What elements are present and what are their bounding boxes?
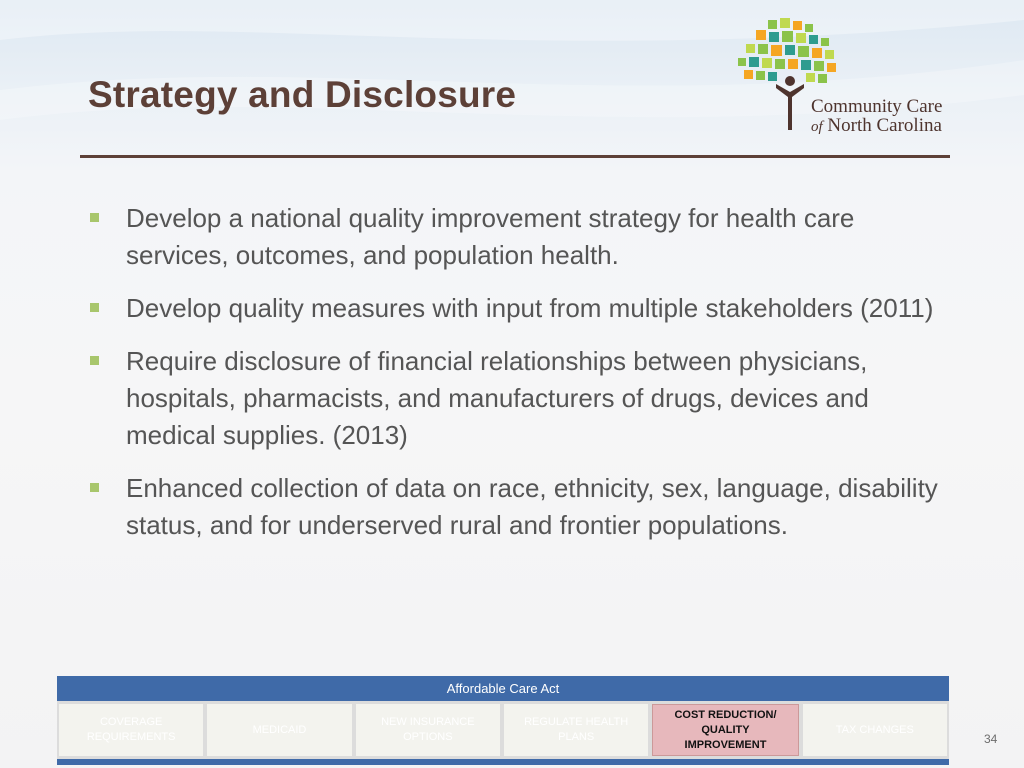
- slide-title: Strategy and Disclosure: [88, 74, 517, 115]
- bullet-item: [88, 200, 958, 274]
- bottom-strip: [57, 759, 949, 765]
- community-care-logo: [728, 18, 956, 136]
- logo-text-line1: Community Care: [811, 96, 943, 117]
- logo-text-line2: [811, 115, 942, 137]
- square-bullet-icon: [90, 303, 99, 312]
- aca-cell-tax-changes: TAX CHANGES: [803, 704, 947, 756]
- aca-cell-coverage-requirements: COVERAGE REQUIREMENTS: [59, 704, 203, 756]
- bullet-text: Develop quality measures with input from multiple stakeholders (2011): [126, 293, 934, 323]
- aca-header-bar: Affordable Care Act: [57, 676, 949, 701]
- bullet-text: Enhanced collection of data on race, ethnicity, sex, language, disability status, and for underserved rural and frontier populations.: [126, 473, 938, 540]
- bullet-list: [88, 200, 958, 560]
- aca-cell-regulate-health-plans: REGULATE HEALTH PLANS: [504, 704, 648, 756]
- bullet-item: [88, 343, 958, 454]
- bullet-text: Require disclosure of financial relationships between physicians, hospitals, pharmacists, and manufacturers of drugs, devices and medical supplies. (2013): [126, 346, 869, 450]
- square-bullet-icon: [90, 483, 99, 492]
- page-number: 34: [984, 732, 998, 746]
- bullet-item: [88, 470, 958, 544]
- square-bullet-icon: [90, 356, 99, 365]
- bullet-item: [88, 290, 958, 327]
- logo-text-nc: North Carolina: [827, 115, 942, 136]
- square-bullet-icon: [90, 213, 99, 222]
- aca-category-row: [57, 701, 949, 759]
- aca-cell-new-insurance-options: NEW INSURANCE OPTIONS: [356, 704, 500, 756]
- title-divider: [80, 155, 950, 158]
- aca-cell-cost-reduction-quality-improvement: COST REDUCTION/ QUALITY IMPROVEMENT: [652, 704, 798, 756]
- aca-cell-medicaid: MEDICAID: [207, 704, 351, 756]
- logo-text-of: of: [811, 119, 823, 135]
- bullet-text: Develop a national quality improvement strategy for health care services, outcomes, and population health.: [126, 203, 855, 270]
